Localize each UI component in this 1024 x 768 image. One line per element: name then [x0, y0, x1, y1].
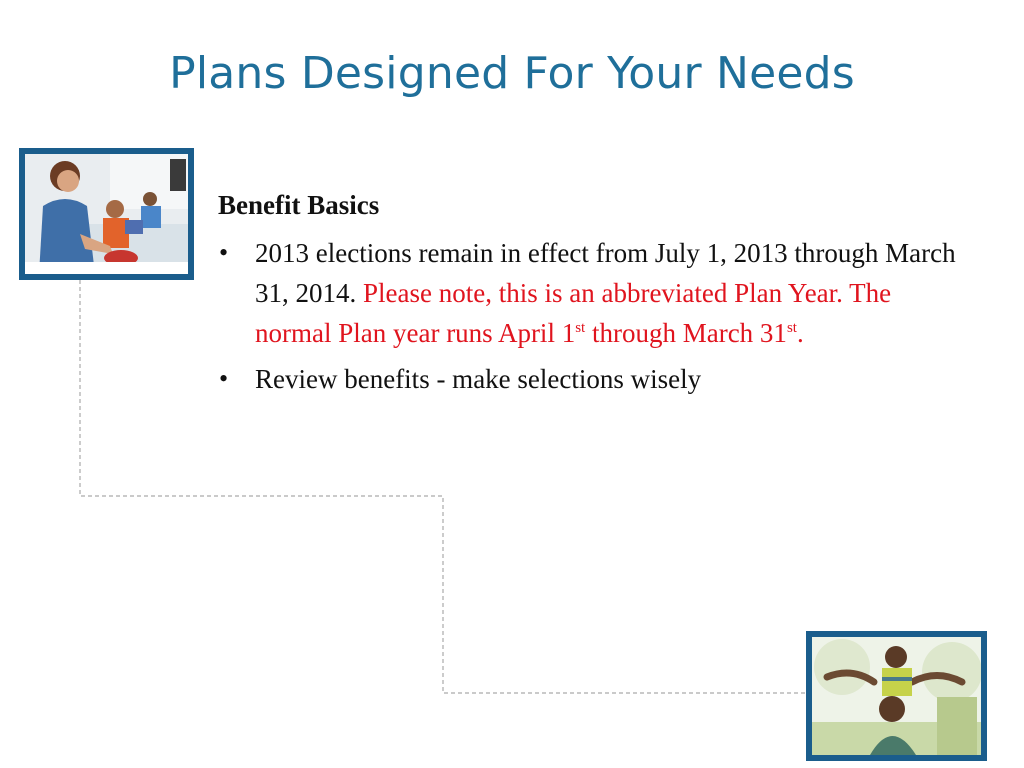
bullet-text: Review benefits - make selections wisely — [255, 364, 702, 394]
bullet-item-review — [218, 359, 958, 399]
bullet-marker: • — [219, 238, 229, 267]
slide-title: Plans Designed For Your Needs — [169, 48, 855, 99]
bullet-text-black: 2013 elections remain in effect from July 1, 2013 through March 31, 2014. — [255, 238, 956, 308]
bullet-marker: • — [219, 364, 229, 393]
photo-father-son-outdoors — [806, 631, 987, 761]
bullet-item-elections — [218, 233, 958, 353]
section-heading: Benefit Basics — [218, 190, 380, 220]
note-text-part-3: . — [796, 318, 804, 348]
benefit-basics-section — [218, 190, 958, 405]
photo-family-kitchen — [19, 148, 194, 280]
note-text-part-1: Please note, this is an abbreviated Plan Year. The normal Plan year runs April 1 — [255, 278, 892, 348]
note-superscript-1: st — [575, 320, 586, 336]
note-superscript-2: st — [786, 320, 797, 336]
note-text-part-2: through March 31 — [591, 318, 787, 348]
